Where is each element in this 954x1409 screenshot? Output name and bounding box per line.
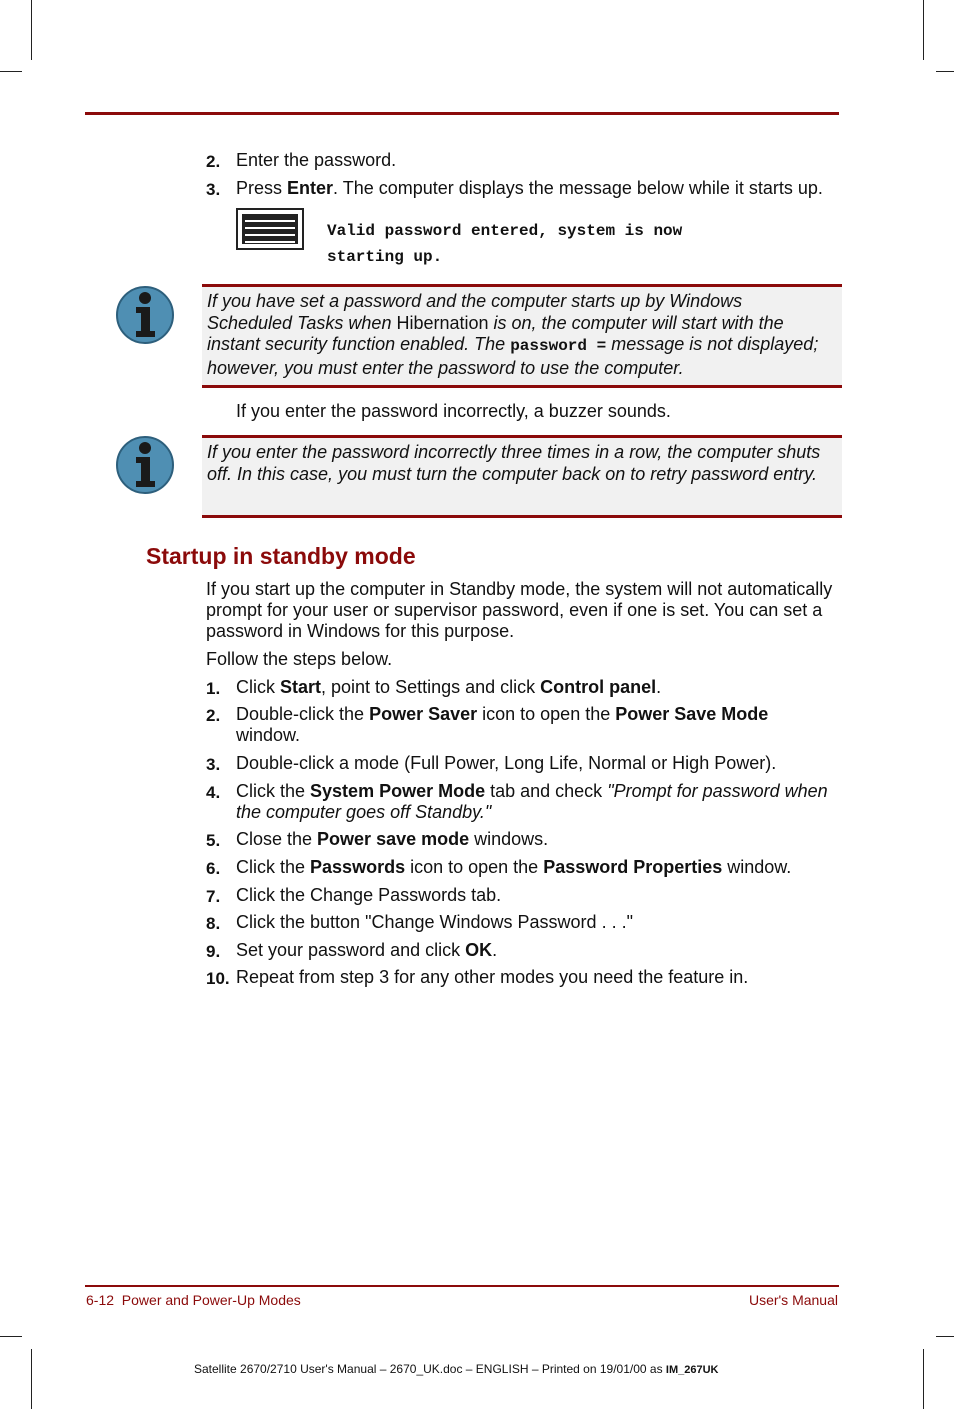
step-number: 1. xyxy=(206,679,221,698)
print-info: Satellite 2670/2710 User's Manual – 2670_UK.doc – ENGLISH – Printed on 19/01/00 as IM_267UK xyxy=(194,1362,719,1376)
paragraph: If you enter the password incorrectly, a buzzer sounds. xyxy=(236,401,671,421)
crop-mark xyxy=(936,1336,954,1337)
step-number: 3. xyxy=(206,755,221,774)
step-number: 7. xyxy=(206,887,221,906)
step-number: 5. xyxy=(206,831,221,850)
step-text: Click Start, point to Settings and click Control panel. xyxy=(236,677,662,697)
note-text: If you enter the password incorrectly three times in a row, the computer shuts off. In this case, you must turn the computer back on to retry password entry. xyxy=(207,442,821,484)
step-text: Enter the password. xyxy=(236,150,397,170)
paragraph: Follow the steps below. xyxy=(206,649,393,669)
footer-left: 6-12 Power and Power-Up Modes xyxy=(86,1292,301,1308)
crop-mark xyxy=(31,1349,32,1409)
crop-mark xyxy=(936,71,954,72)
step-text: Click the System Power Mode tab and check "Prompt for password when the computer goes off Standby." xyxy=(236,781,828,822)
screen-icon xyxy=(236,208,304,250)
crop-mark xyxy=(0,1336,22,1337)
note-box xyxy=(202,284,842,388)
step-number: 4. xyxy=(206,783,221,802)
step-number: 2. xyxy=(206,706,221,725)
step-number: 3. xyxy=(206,180,221,199)
step-number: 2. xyxy=(206,152,221,171)
step-text: Click the button "Change Windows Password . . ." xyxy=(236,912,633,932)
crop-mark xyxy=(31,0,32,60)
step-text: Click the Change Passwords tab. xyxy=(236,885,502,905)
step-number: 6. xyxy=(206,859,221,878)
step-text: Repeat from step 3 for any other modes you need the feature in. xyxy=(236,967,749,987)
screen-message: Valid password entered, system is now starting up. xyxy=(327,222,683,266)
step-text: Click the Passwords icon to open the Password Properties window. xyxy=(236,857,792,877)
footer-rule xyxy=(85,1285,839,1287)
header-rule xyxy=(85,112,839,115)
note-text: If you have set a password and the computer starts up by Windows Scheduled Tasks when Hibernation is on, the computer will start with the instant security function enabled. The password = message is not displayed; however, you must enter the password to use the computer. xyxy=(207,291,819,378)
info-icon xyxy=(115,435,175,495)
crop-mark xyxy=(923,0,924,60)
footer-right: User's Manual xyxy=(748,1292,838,1308)
step-text: Double-click the Power Saver icon to open the Power Save Mode window. xyxy=(236,704,769,745)
step-number: 10. xyxy=(206,969,230,988)
step-text: Press Enter. The computer displays the message below while it starts up. xyxy=(236,178,823,198)
note-box xyxy=(202,435,842,518)
step-number: 9. xyxy=(206,942,221,961)
step-text: Double-click a mode (Full Power, Long Life, Normal or High Power). xyxy=(236,753,777,773)
intro-paragraph: If you start up the computer in Standby mode, the system will not automatically prompt for your user or supervisor password, even if one is set. You can set a password in Windows for this purpose. xyxy=(206,579,833,641)
step-text: Set your password and click OK. xyxy=(236,940,498,960)
section-title: Startup in standby mode xyxy=(146,543,416,569)
step-number: 8. xyxy=(206,914,221,933)
info-icon xyxy=(115,285,175,345)
crop-mark xyxy=(0,71,22,72)
crop-mark xyxy=(923,1349,924,1409)
step-text: Close the Power save mode windows. xyxy=(236,829,549,849)
